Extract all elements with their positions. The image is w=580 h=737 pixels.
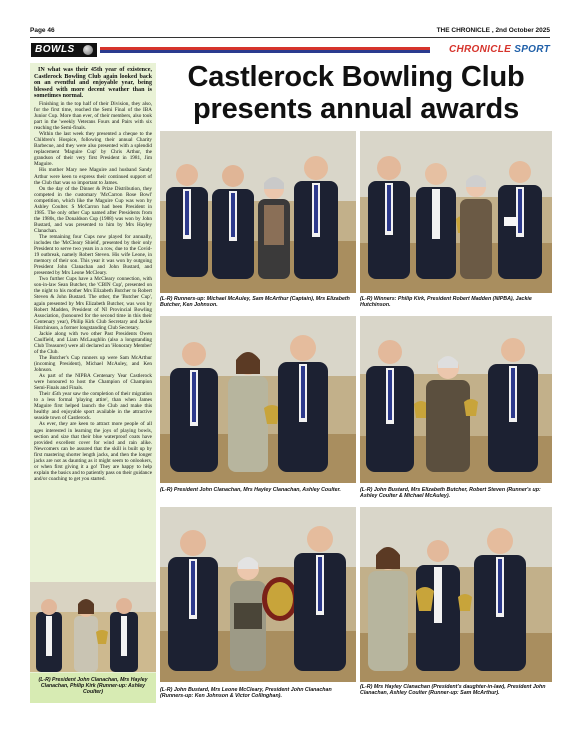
photo-caption: (L-R) John Bustard, Mrs Leone McCleary, President John Clanachan (Runners-up: Ken Johnson & Victor Collinghan).: [160, 687, 332, 700]
photo-mccleary-shield: [160, 507, 356, 682]
section-stripe: [100, 47, 430, 53]
photo-caption: (L-R) President John Clanachan, Mrs Hayley Clanachan, Philip Kirk (Runner-up: Ashley Coulter): [30, 673, 156, 703]
article-paragraph: Jackie along with two other Past Presidents Owen Caulfield, and Liam McLaughlin (also a longstanding Club Treasurer) were all declared an 'Honorary Member' of the Club.: [34, 330, 152, 355]
page-header: [30, 24, 550, 36]
header-rule: [30, 37, 550, 38]
brand-logo: [433, 44, 550, 57]
article-paragraph: As part of the NIPBA Centenary Year Castlerock were honoured to host the Champion of Champion Semi-Finals and Finals.: [34, 373, 152, 392]
article-paragraph: Within the last week they presented a cheque to the Children's Hospice, following their annual Charity Barbecue, and they were also presented with a splendid replacement 'Maguire Cup' by Chris Arthur, the grandson of their very first President in 1981, Jim Maguire.: [34, 131, 152, 168]
photo-caption: (L-R) Runners-up: Michael McAuley, Sam McArthur (Captain), Mrs Elizabeth Butcher, Ken Johnson.: [160, 296, 350, 309]
bowling-ball-icon: [83, 45, 93, 55]
photo-runners-up: [160, 131, 356, 293]
photo-caption: (L-R) Winners: Philip Kirk, President Robert Madden (NIPBA), Jackie Hutchinson.: [360, 296, 532, 309]
article-paragraph: Finishing in the top half of their Division, they also, for the first time, reached the Semi Final of the IBA Junior Cup. More than ever, of their members, also took part in the 'weekly Veterans Fours and Pairs with six reaching the Semi-finals.: [34, 100, 152, 132]
photo-caption: (L-R) John Bustard, Mrs Elizabeth Butcher, Robert Steven (Runner's up: Ashley Coulter & Michael McAuley).: [360, 487, 541, 500]
photo-cbin-cup: [360, 316, 552, 483]
article-lead: IN what was their 45th year of existence, Castlerock Bowling Club again looked back on an eventful and enjoyable year, being blessed with more decent weather than is sometimes normal.: [34, 67, 152, 100]
brand-sport: SPORT: [514, 44, 550, 55]
photo-winners: [360, 131, 552, 293]
headline-line: Castlerock Bowling Club: [187, 61, 525, 93]
article-paragraph: The Butcher's Cup runners up were Sam McArthur (incoming President), Michael McAuley, and Ken Johnson.: [34, 354, 152, 374]
article-paragraph: Two further Cups have a McCleary connection, with son-in-law Sean Butcher, the 'CBIN Cup', presented on the night to his mother Mrs Elizabeth Butcher to Robert Steven & John Bustard. The other, the 'Butcher Cup', again presented by Mrs Elizabeth Butcher, was won by Robert Madden, President of NI Provincial Bowling Association, (honoured for the second time in this their Centenary year), Philip Kirk Club Secretary and Jackie Hutchinson, a former longstanding Club Secretary.: [34, 276, 152, 331]
article-paragraph: As ever, they are keen to attract more people of all ages interested in learning the joys of playing bowls, section and size that their blue waterproof coats have provided excellent cover for wind and rain alike. Newcomers can be assured that the skill is built up by first mastering shorter length jacks, and then the longer jacks are not as daunting as it might seem to onlookers, or when first giving it a go! They are happy to help explain the basics and to patiently pass on their guidance and/or coaching to get you started.: [34, 421, 152, 482]
article-paragraph: Their 45th year saw the completion of their migration to a less formal 'playing attire', than when James Maguire first helped launch the Club and make this healthy and enjoyable sport available in the attractive seaside town of Castlerock.: [34, 391, 152, 422]
article-paragraph: His mother Mary nee Maguire and husband Sandy Arthur were keen to express their continued support of the Club that was so important to James.: [34, 167, 152, 186]
photo-caption: (L-R) Mrs Hayley Clanachan (President's daughter-in-law), President John Clanachan, Ashley Coulter (Runner-up: Sam McArthur).: [360, 684, 546, 697]
headline-line: presents annual awards: [193, 93, 519, 125]
photo-caption: (L-R) President John Clanachan, Mrs Hayley Clanachan, Ashley Coulter.: [160, 487, 341, 493]
headline: [160, 61, 552, 125]
publication-dateline: THE CHRONICLE , 2nd October 2025: [436, 27, 550, 34]
article-paragraph: On the day of the Dinner & Prize Distribution, they competed in the customary 'McCarron Rose Bowl' competition, which like the Maguire Cup was won by Ashley Coulter. S McCarron had been President in 1985. The only other Cup named after Presidents from the 1980s, the Donaldson Cup (1988) was won by John Bustard, and was presented to him by Mrs Hayley Clanachan.: [34, 185, 152, 234]
article-paragraph: The remaining four Cups now played for annually, includes the 'McCleary Shield', presented by their only President to serve two years in a row, due to the Covid-19 outbreak, namely Robert Steven. His wife Leone, in memory of their son. This year it was won by outgoing President John Clanachan and John Bustard, and presented by Mrs Leone McCleary.: [34, 234, 152, 277]
page-number: Page 46: [30, 27, 55, 34]
photo-president-group: [160, 316, 356, 483]
brand-main: CHRONICLE: [448, 44, 512, 55]
photo-maguire-cup: [360, 507, 552, 682]
section-label: BOWLS: [35, 44, 75, 55]
section-badge: [31, 43, 97, 57]
photo-left: [30, 582, 156, 672]
